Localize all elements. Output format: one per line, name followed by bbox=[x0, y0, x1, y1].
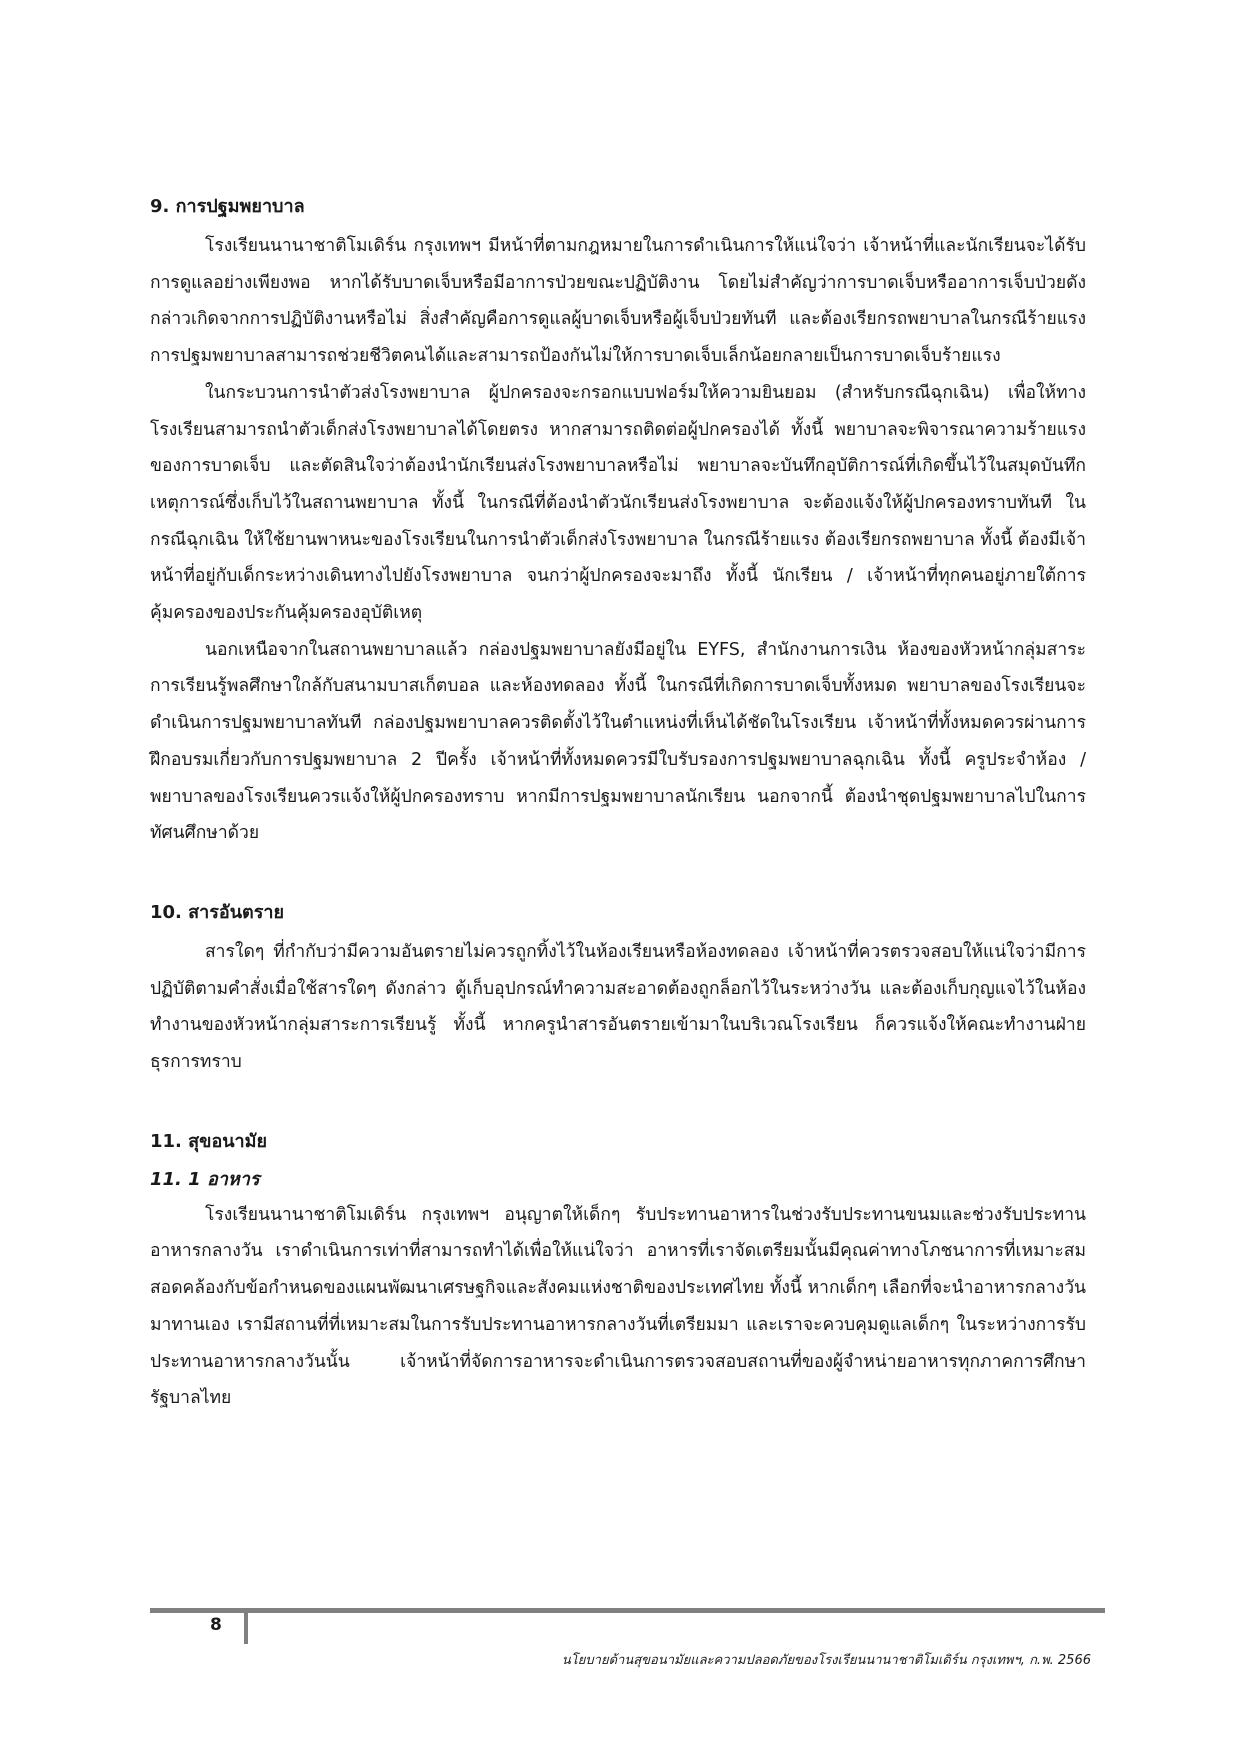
paragraph: ในกระบวนการนำตัวส่งโรงพยาบาล ผู้ปกครองจะกรอกแบบฟอร์มให้ความยินยอม (สำหรับกรณีฉุกเฉิน) เพื่อให้ทางโรงเรียนสามารถนำตัวเด็กส่งโรงพยาบาลได้โดยตรง หากสามารถติดต่อผู้ปกครองได้ ทั้งนี้ พยาบาลจะพิจารณาความร้ายแรงของการบาดเจ็บ และตัดสินใจว่าต้องนำนักเรียนส่งโรงพยาบาลหรือไม่ พยาบาลจะบันทึกอุบัติการณ์ที่เกิดขึ้นไว้ในสมุดบันทึกเหตุการณ์ซึ่งเก็บไว้ในสถานพยาบาล ทั้งนี้ ในกรณีที่ต้องนำตัวนักเรียนส่งโรงพยาบาล จะต้องแจ้งให้ผู้ปกครองทราบทันที ในกรณีฉุกเฉิน ให้ใช้ยานพาหนะของโรงเรียนในการนำตัวเด็กส่งโรงพยาบาล ในกรณีร้ายแรง ต้องเรียกรถพยาบาล ทั้งนี้ ต้องมีเจ้าหน้าที่อยู่กับเด็กระหว่างเดินทางไปยังโรงพยาบาล จนกว่าผู้ปกครองจะมาถึง ทั้งนี้ นักเรียน / เจ้าหน้าที่ทุกคนอยู่ภายใต้การคุ้มครองของประกันคุ้มครองอุบัติเหตุ bbox=[150, 382, 1086, 624]
page-number: 8 bbox=[210, 1615, 222, 1635]
page-content bbox=[150, 190, 1086, 1417]
section-hazardous-substances bbox=[150, 896, 1086, 1081]
section-title: 9. การปฐมพยาบาล bbox=[150, 196, 305, 217]
page-number-divider bbox=[244, 1610, 248, 1644]
paragraph: โรงเรียนนานาชาติโมเดิร์น กรุงเทพฯ อนุญาตให้เด็กๆ รับประทานอาหารในช่วงรับประทานขนมและช่วงรับประทานอาหารกลางวัน เราดำเนินการเท่าที่สามารถทำได้เพื่อให้แน่ใจว่า อาหารที่เราจัดเตรียมนั้นมีคุณค่าทางโภชนาการที่เหมาะสม สอดคล้องกับข้อกำหนดของแผนพัฒนาเศรษฐกิจและสังคมแห่งชาติของประเทศไทย ทั้งนี้ หากเด็กๆ เลือกที่จะนำอาหารกลางวันมาทานเอง เรามีสถานที่ที่เหมาะสมในการรับประทานอาหารกลางวันที่เตรียมมา และเราจะควบคุมดูแลเด็กๆ ในระหว่างการรับประทานอาหารกลางวันนั้น เจ้าหน้าที่จัดการอาหารจะดำเนินการตรวจสอบสถานที่ของผู้จำหน่ายอาหารทุกภาคการศึกษา รัฐบาลไทย bbox=[150, 1204, 1086, 1409]
section-hygiene bbox=[150, 1125, 1086, 1417]
footer-text: นโยบายด้านสุขอนามัยและความปลอดภัยของโรงเรียนนานาชาติโมเดิร์น กรุงเทพฯ, ก.พ. 2566 bbox=[561, 1653, 1091, 1668]
section-title: 11. สุขอนามัย bbox=[150, 1130, 268, 1152]
paragraph: สารใดๆ ที่กำกับว่ามีความอันตรายไม่ควรถูกทิ้งไว้ในห้องเรียนหรือห้องทดลอง เจ้าหน้าที่ควรตรวจสอบให้แน่ใจว่ามีการปฏิบัติตามคำสั่งเมื่อใช้สารใดๆ ดังกล่าว ตู้เก็บอุปกรณ์ทำความสะอาดต้องถูกล็อกไว้ในระหว่างวัน และต้องเก็บกุญแจไว้ในห้องทำงานของหัวหน้ากลุ่มสาระการเรียนรู้ ทั้งนี้ หากครูนำสารอันตรายเข้ามาในบริเวณโรงเรียน ก็ควรแจ้งให้คณะทำงานฝ่ายธุรการทราบ bbox=[150, 941, 1086, 1073]
subsection-title: 11. 1 อาหาร bbox=[150, 1168, 260, 1190]
paragraph: โรงเรียนนานาชาติโมเดิร์น กรุงเทพฯ มีหน้าที่ตามกฎหมายในการดำเนินการให้แน่ใจว่า เจ้าหน้าที่และนักเรียนจะได้รับการดูแลอย่างเพียงพอ หากได้รับบาดเจ็บหรือมีอาการป่วยขณะปฏิบัติงาน โดยไม่สำคัญว่าการบาดเจ็บหรืออาการเจ็บป่วยดังกล่าวเกิดจากการปฏิบัติงานหรือไม่ สิ่งสำคัญคือการดูแลผู้บาดเจ็บหรือผู้เจ็บป่วยทันที และต้องเรียกรถพยาบาลในกรณีร้ายแรง การปฐมพยาบาลสามารถช่วยชีวิตคนได้และสามารถป้องกันไม่ให้การบาดเจ็บเล็กน้อยกลายเป็นการบาดเจ็บร้ายแรง bbox=[150, 236, 1086, 367]
section-first-aid bbox=[150, 190, 1086, 852]
footer-divider bbox=[150, 1608, 1105, 1613]
section-title: 10. สารอันตราย bbox=[150, 901, 285, 923]
paragraph: นอกเหนือจากในสถานพยาบาลแล้ว กล่องปฐมพยาบาลยังมีอยู่ใน EYFS, สำนักงานการเงิน ห้องของหัวหน้ากลุ่มสาระการเรียนรู้พลศึกษาใกล้กับสนามบาสเก็ตบอล และห้องทดลอง ทั้งนี้ ในกรณีที่เกิดการบาดเจ็บทั้งหมด พยาบาลของโรงเรียนจะดำเนินการปฐมพยาบาลทันที กล่องปฐมพยาบาลควรติดตั้งไว้ในตำแหน่งที่เห็นได้ชัดในโรงเรียน เจ้าหน้าที่ทั้งหมดควรผ่านการฝึกอบรมเกี่ยวกับการปฐมพยาบาล 2 ปีครั้ง เจ้าหน้าที่ทั้งหมดควรมีใบรับรองการปฐมพยาบาลฉุกเฉิน ทั้งนี้ ครูประจำห้อง / พยาบาลของโรงเรียนควรแจ้งให้ผู้ปกครองทราบ หากมีการปฐมพยาบาลนักเรียน นอกจากนี้ ต้องนำชุดปฐมพยาบาลไปในการทัศนศึกษาด้วย bbox=[150, 639, 1086, 844]
